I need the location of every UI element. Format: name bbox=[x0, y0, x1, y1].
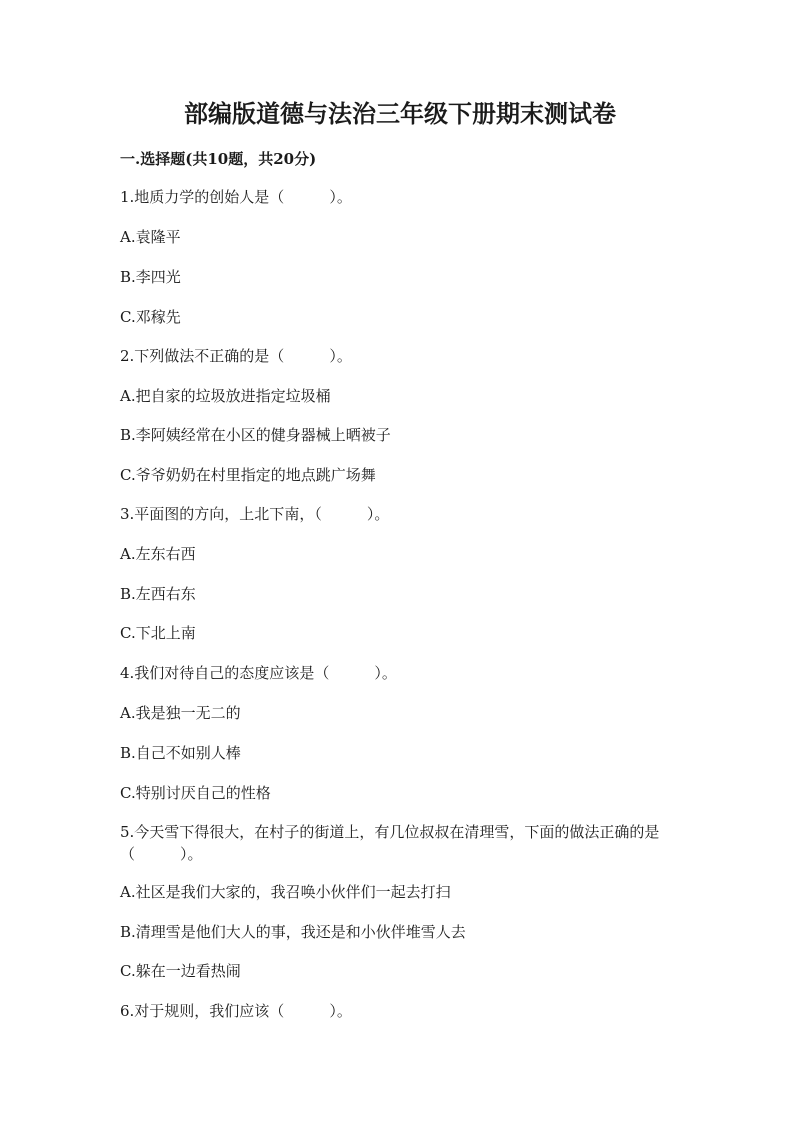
option-2b: B.李阿姨经常在小区的健身器械上晒被子 bbox=[120, 426, 391, 444]
question-4: 4.我们对待自己的态度应该是（ ）。 bbox=[120, 664, 397, 682]
option-3a: A.左东右西 bbox=[120, 545, 196, 563]
section-heading: 一.选择题(共10题，共20分) bbox=[120, 150, 317, 168]
option-4a: A.我是独一无二的 bbox=[120, 704, 241, 722]
option-5a: A.社区是我们大家的，我召唤小伙伴们一起去打扫 bbox=[120, 883, 451, 901]
question-3: 3.平面图的方向，上北下南，（ ）。 bbox=[120, 505, 390, 523]
option-4c: C.特别讨厌自己的性格 bbox=[120, 784, 271, 802]
option-2c: C.爷爷奶奶在村里指定的地点跳广场舞 bbox=[120, 466, 376, 484]
option-3c: C.下北上南 bbox=[120, 624, 196, 642]
option-5b: B.清理雪是他们大人的事，我还是和小伙伴堆雪人去 bbox=[120, 923, 466, 941]
option-1c: C.邓稼先 bbox=[120, 308, 181, 326]
option-1b: B.李四光 bbox=[120, 268, 181, 286]
question-5: 5.今天雪下得很大，在村子的街道上，有几位叔叔在清理雪，下面的做法正确的是（ ）。 bbox=[120, 823, 660, 863]
option-3b: B.左西右东 bbox=[120, 585, 196, 603]
option-1a: A.袁隆平 bbox=[120, 228, 181, 246]
option-4b: B.自己不如别人棒 bbox=[120, 744, 241, 762]
question-2: 2.下列做法不正确的是（ ）。 bbox=[120, 347, 352, 365]
question-1: 1.地质力学的创始人是（ ）。 bbox=[120, 188, 352, 206]
question-6: 6.对于规则，我们应该（ ）。 bbox=[120, 1002, 352, 1020]
page-title: 部编版道德与法治三年级下册期末测试卷 bbox=[184, 99, 616, 128]
option-5c: C.躲在一边看热闹 bbox=[120, 962, 241, 980]
option-2a: A.把自家的垃圾放进指定垃圾桶 bbox=[120, 387, 331, 405]
